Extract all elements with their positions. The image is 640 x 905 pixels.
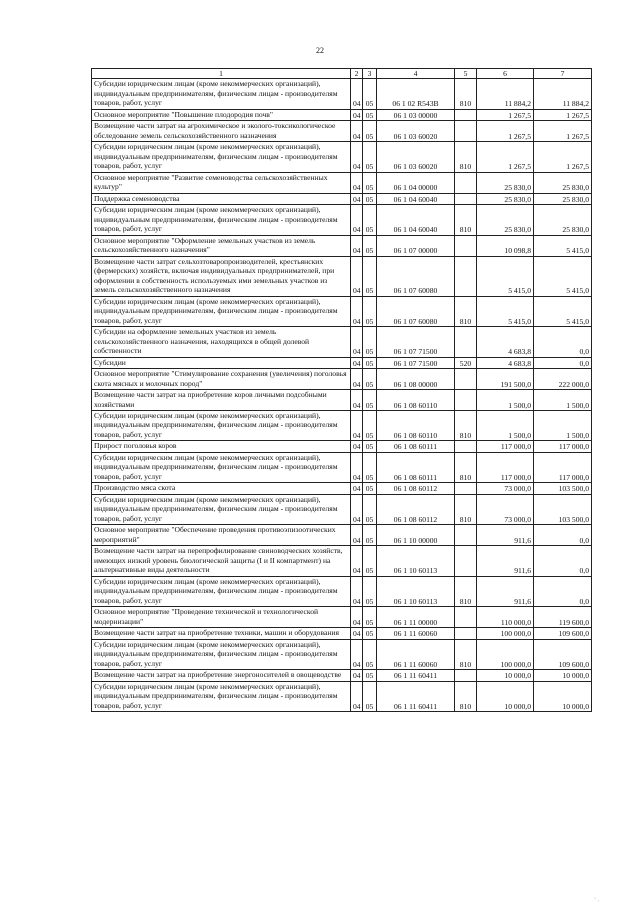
row-c5: [455, 121, 477, 142]
row-c3: 05: [363, 357, 377, 368]
row-c4: 06 1 08 60110: [377, 390, 455, 411]
row-c6: 10 098,8: [477, 235, 534, 256]
row-c4: 06 1 08 60110: [377, 410, 455, 440]
row-c3: 05: [363, 639, 377, 669]
row-c4: 06 1 07 60080: [377, 296, 455, 326]
table-row: [92, 546, 592, 576]
row-c3: 05: [363, 607, 377, 628]
row-c5: [455, 256, 477, 296]
table-row: [92, 121, 592, 142]
row-c5: [455, 193, 477, 204]
row-c5: [455, 109, 477, 120]
row-c2: 04: [351, 546, 363, 576]
row-c6: 110 000,0: [477, 607, 534, 628]
row-c6: 191 500,0: [477, 369, 534, 390]
row-c2: 04: [351, 670, 363, 681]
row-c7: 0,0: [534, 327, 592, 357]
row-c2: 04: [351, 681, 363, 711]
row-description: Основное мероприятие "Оформление земельных участков из земель сельскохозяйственного назначения": [92, 235, 351, 256]
table-row: [92, 142, 592, 172]
row-c7: 117 000,0: [534, 452, 592, 482]
row-description: Основное мероприятие "Развитие семеноводства сельскохозяйственных культур": [92, 172, 351, 193]
row-description: Субсидии юридическим лицам (кроме некоммерческих организаций), индивидуальным предпринимателям, физическим лицам - производителям товаров, работ, услуг: [92, 296, 351, 326]
row-c5: [455, 172, 477, 193]
row-c4: 06 1 10 00000: [377, 525, 455, 546]
scan-mark: · ˌ: [594, 896, 600, 902]
header-row: [92, 69, 592, 79]
row-c3: 05: [363, 576, 377, 606]
row-c5: [455, 525, 477, 546]
row-c2: 04: [351, 121, 363, 142]
row-c5: 810: [455, 79, 477, 109]
row-c2: 04: [351, 628, 363, 639]
row-c5: [455, 546, 477, 576]
row-c5: [455, 607, 477, 628]
row-c5: [455, 327, 477, 357]
row-description: Основное мероприятие "Стимулирование сохранения (увеличения) поголовья скота мясных и молочных пород": [92, 369, 351, 390]
budget-table: [91, 68, 592, 712]
row-description: Субсидии юридическим лицам (кроме некоммерческих организаций), индивидуальным предпринимателям, физическим лицам - производителям товаров, работ, услуг: [92, 205, 351, 235]
row-c2: 04: [351, 639, 363, 669]
row-c4: 06 1 11 60060: [377, 639, 455, 669]
row-c6: 73 000,0: [477, 483, 534, 494]
row-description: Субсидии на оформление земельных участков из земель сельскохозяйственного назначения, находящихся в общей долевой собственности: [92, 327, 351, 357]
row-c5: 810: [455, 296, 477, 326]
row-c2: 04: [351, 452, 363, 482]
table-row: [92, 390, 592, 411]
header-cell: 2: [351, 69, 363, 79]
row-c5: 810: [455, 681, 477, 711]
table-row: [92, 172, 592, 193]
row-c7: 25 830,0: [534, 172, 592, 193]
table-row: [92, 628, 592, 639]
header-cell: 4: [377, 69, 455, 79]
row-c4: 06 1 08 60112: [377, 494, 455, 524]
row-c7: 103 500,0: [534, 483, 592, 494]
row-c4: 06 1 10 60113: [377, 576, 455, 606]
row-description: Субсидии юридическим лицам (кроме некоммерческих организаций), индивидуальным предпринимателям, физическим лицам - производителям товаров, работ, услуг: [92, 681, 351, 711]
row-c6: 4 683,8: [477, 327, 534, 357]
row-c3: 05: [363, 79, 377, 109]
row-c6: 1 500,0: [477, 390, 534, 411]
row-c2: 04: [351, 172, 363, 193]
page-number: 22: [316, 46, 324, 55]
row-c4: 06 1 08 60112: [377, 483, 455, 494]
row-c5: [455, 235, 477, 256]
row-description: Основное мероприятие "Проведение технической и технологической модернизации": [92, 607, 351, 628]
row-description: Возмещение части затрат на приобретение энергоносителей в овощеводстве: [92, 670, 351, 681]
row-c2: 04: [351, 109, 363, 120]
row-c2: 04: [351, 576, 363, 606]
row-description: Субсидии юридическим лицам (кроме некоммерческих организаций), индивидуальным предпринимателям, физическим лицам - производителям товаров, работ, услуг: [92, 142, 351, 172]
row-c7: 103 500,0: [534, 494, 592, 524]
table-row: [92, 410, 592, 440]
row-c4: 06 1 10 60113: [377, 546, 455, 576]
row-c7: 0,0: [534, 576, 592, 606]
row-c2: 04: [351, 607, 363, 628]
row-c6: 1 500,0: [477, 410, 534, 440]
row-c5: 810: [455, 142, 477, 172]
row-c5: 520: [455, 357, 477, 368]
row-description: Возмещение части затрат сельхозтоваропроизводителей, крестьянских (фермерских) хозяйств, включая индивидуальных предпринимателей, при оформлении в собственность используемых ими земельных участков из земель сельскохозяйственного назначения: [92, 256, 351, 296]
row-c5: [455, 628, 477, 639]
row-c4: 06 1 03 60020: [377, 121, 455, 142]
row-c6: 5 415,0: [477, 256, 534, 296]
row-c6: 4 683,8: [477, 357, 534, 368]
header-cell: 1: [92, 69, 351, 79]
row-c7: 10 000,0: [534, 681, 592, 711]
row-c7: 5 415,0: [534, 235, 592, 256]
row-c7: 0,0: [534, 525, 592, 546]
row-c2: 04: [351, 79, 363, 109]
row-c4: 06 1 11 60060: [377, 628, 455, 639]
row-description: Субсидии юридическим лицам (кроме некоммерческих организаций), индивидуальным предпринимателям, физическим лицам - производителям товаров, работ, услуг: [92, 576, 351, 606]
table-row: [92, 452, 592, 482]
row-c3: 05: [363, 121, 377, 142]
row-c4: 06 1 03 60020: [377, 142, 455, 172]
row-c3: 05: [363, 369, 377, 390]
row-c2: 04: [351, 205, 363, 235]
table-row: [92, 494, 592, 524]
row-c4: 06 1 08 00000: [377, 369, 455, 390]
table-row: [92, 357, 592, 368]
row-c7: 25 830,0: [534, 193, 592, 204]
table-row: [92, 369, 592, 390]
row-c3: 05: [363, 193, 377, 204]
row-c7: 1 500,0: [534, 390, 592, 411]
row-c2: 04: [351, 357, 363, 368]
header-cell: 3: [363, 69, 377, 79]
row-c5: 810: [455, 452, 477, 482]
row-c6: 911,6: [477, 525, 534, 546]
row-description: Субсидии: [92, 357, 351, 368]
row-c4: 06 1 07 71500: [377, 327, 455, 357]
row-c5: [455, 369, 477, 390]
row-c3: 05: [363, 681, 377, 711]
row-c6: 11 884,2: [477, 79, 534, 109]
row-c3: 05: [363, 410, 377, 440]
row-c2: 04: [351, 235, 363, 256]
table-row: [92, 109, 592, 120]
row-c6: 1 267,5: [477, 142, 534, 172]
row-c6: 25 830,0: [477, 193, 534, 204]
row-c4: 06 1 07 71500: [377, 357, 455, 368]
table-row: [92, 235, 592, 256]
row-c2: 04: [351, 142, 363, 172]
row-c2: 04: [351, 296, 363, 326]
row-c7: 1 267,5: [534, 121, 592, 142]
row-c7: 1 267,5: [534, 109, 592, 120]
row-description: Субсидии юридическим лицам (кроме некоммерческих организаций), индивидуальным предпринимателям, физическим лицам - производителям товаров, работ, услуг: [92, 79, 351, 109]
row-c3: 05: [363, 205, 377, 235]
row-c2: 04: [351, 494, 363, 524]
row-c3: 05: [363, 172, 377, 193]
table-row: [92, 525, 592, 546]
row-c5: [455, 670, 477, 681]
row-c6: 117 000,0: [477, 441, 534, 452]
header-cell: 7: [534, 69, 592, 79]
row-c2: 04: [351, 483, 363, 494]
table-row: [92, 681, 592, 711]
row-c3: 05: [363, 670, 377, 681]
row-description: Поддержка семеноводства: [92, 193, 351, 204]
row-description: Возмещение части затрат на приобретение техники, машин и оборудования: [92, 628, 351, 639]
row-c7: 109 600,0: [534, 639, 592, 669]
row-c7: 11 884,2: [534, 79, 592, 109]
row-c4: 06 1 04 60040: [377, 205, 455, 235]
row-description: Возмещение части затрат на перепрофилирование свиноводческих хозяйств, имеющих низкий уровень биологической защиты (I и II компартмент) на альтернативные виды деятельности: [92, 546, 351, 576]
row-c4: 06 1 11 60411: [377, 681, 455, 711]
row-c7: 0,0: [534, 357, 592, 368]
row-c3: 05: [363, 628, 377, 639]
row-c7: 109 600,0: [534, 628, 592, 639]
row-c7: 5 415,0: [534, 256, 592, 296]
row-c7: 119 600,0: [534, 607, 592, 628]
row-c3: 05: [363, 327, 377, 357]
row-c5: 810: [455, 205, 477, 235]
table-row: [92, 79, 592, 109]
row-c3: 05: [363, 452, 377, 482]
table-row: [92, 670, 592, 681]
table-row: [92, 607, 592, 628]
row-c4: 06 1 08 60111: [377, 441, 455, 452]
row-c5: 810: [455, 639, 477, 669]
row-c2: 04: [351, 410, 363, 440]
table-body: [92, 79, 592, 712]
row-c4: 06 1 07 00000: [377, 235, 455, 256]
row-c6: 25 830,0: [477, 205, 534, 235]
row-c6: 100 000,0: [477, 628, 534, 639]
row-c5: 810: [455, 494, 477, 524]
row-c3: 05: [363, 142, 377, 172]
row-c4: 06 1 08 60111: [377, 452, 455, 482]
row-c7: 222 000,0: [534, 369, 592, 390]
row-c7: 5 415,0: [534, 296, 592, 326]
row-c6: 1 267,5: [477, 109, 534, 120]
table-row: [92, 256, 592, 296]
row-description: Возмещение части затрат на приобретение коров личными подсобными хозяйствами: [92, 390, 351, 411]
row-c5: [455, 390, 477, 411]
row-c2: 04: [351, 441, 363, 452]
table-row: [92, 441, 592, 452]
row-c4: 06 1 07 60080: [377, 256, 455, 296]
row-c6: 100 000,0: [477, 639, 534, 669]
row-c6: 10 000,0: [477, 670, 534, 681]
table-row: [92, 327, 592, 357]
row-c3: 05: [363, 256, 377, 296]
row-c6: 911,6: [477, 576, 534, 606]
row-c6: 911,6: [477, 546, 534, 576]
row-description: Основное мероприятие "Обеспечение проведения противоэпизоотических мероприятий": [92, 525, 351, 546]
row-c3: 05: [363, 441, 377, 452]
row-description: Субсидии юридическим лицам (кроме некоммерческих организаций), индивидуальным предпринимателям, физическим лицам - производителям товаров, работ, услуг: [92, 494, 351, 524]
row-c5: 810: [455, 410, 477, 440]
row-c7: 117 000,0: [534, 441, 592, 452]
row-c3: 05: [363, 390, 377, 411]
row-c3: 05: [363, 494, 377, 524]
row-description: Основное мероприятие "Повышение плодородия почв": [92, 109, 351, 120]
row-c2: 04: [351, 390, 363, 411]
row-c4: 06 1 02 R543B: [377, 79, 455, 109]
row-c4: 06 1 04 60040: [377, 193, 455, 204]
row-c5: 810: [455, 576, 477, 606]
row-c3: 05: [363, 235, 377, 256]
row-c6: 117 000,0: [477, 452, 534, 482]
row-c2: 04: [351, 525, 363, 546]
row-description: Субсидии юридическим лицам (кроме некоммерческих организаций), индивидуальным предпринимателям, физическим лицам - производителям товаров, работ, услуг: [92, 639, 351, 669]
table-row: [92, 193, 592, 204]
row-description: Производство мяса скота: [92, 483, 351, 494]
row-c2: 04: [351, 256, 363, 296]
row-c7: 25 830,0: [534, 205, 592, 235]
row-c3: 05: [363, 525, 377, 546]
row-c3: 05: [363, 296, 377, 326]
row-c6: 10 000,0: [477, 681, 534, 711]
table-row: [92, 205, 592, 235]
row-c6: 25 830,0: [477, 172, 534, 193]
row-c3: 05: [363, 109, 377, 120]
row-c6: 5 415,0: [477, 296, 534, 326]
row-c4: 06 1 11 60411: [377, 670, 455, 681]
table-row: [92, 296, 592, 326]
row-c5: [455, 441, 477, 452]
row-c7: 1 267,5: [534, 142, 592, 172]
table-row: [92, 639, 592, 669]
row-c4: 06 1 11 00000: [377, 607, 455, 628]
row-c7: 0,0: [534, 546, 592, 576]
row-description: Прирост поголовья коров: [92, 441, 351, 452]
row-description: Субсидии юридическим лицам (кроме некоммерческих организаций), индивидуальным предпринимателям, физическим лицам - производителям товаров, работ, услуг: [92, 410, 351, 440]
row-c4: 06 1 03 00000: [377, 109, 455, 120]
row-c6: 1 267,5: [477, 121, 534, 142]
row-c3: 05: [363, 483, 377, 494]
row-c6: 73 000,0: [477, 494, 534, 524]
row-c5: [455, 483, 477, 494]
row-c2: 04: [351, 369, 363, 390]
row-c2: 04: [351, 327, 363, 357]
row-description: Субсидии юридическим лицам (кроме некоммерческих организаций), индивидуальным предпринимателям, физическим лицам - производителям товаров, работ, услуг: [92, 452, 351, 482]
row-c4: 06 1 04 00000: [377, 172, 455, 193]
header-cell: 6: [477, 69, 534, 79]
row-c7: 1 500,0: [534, 410, 592, 440]
row-description: Возмещение части затрат на агрохимическое и эколого-токсикологическое обследование земель сельскохозяйственного назначения: [92, 121, 351, 142]
table-row: [92, 483, 592, 494]
row-c3: 05: [363, 546, 377, 576]
table-row: [92, 576, 592, 606]
row-c7: 10 000,0: [534, 670, 592, 681]
row-c2: 04: [351, 193, 363, 204]
header-cell: 5: [455, 69, 477, 79]
